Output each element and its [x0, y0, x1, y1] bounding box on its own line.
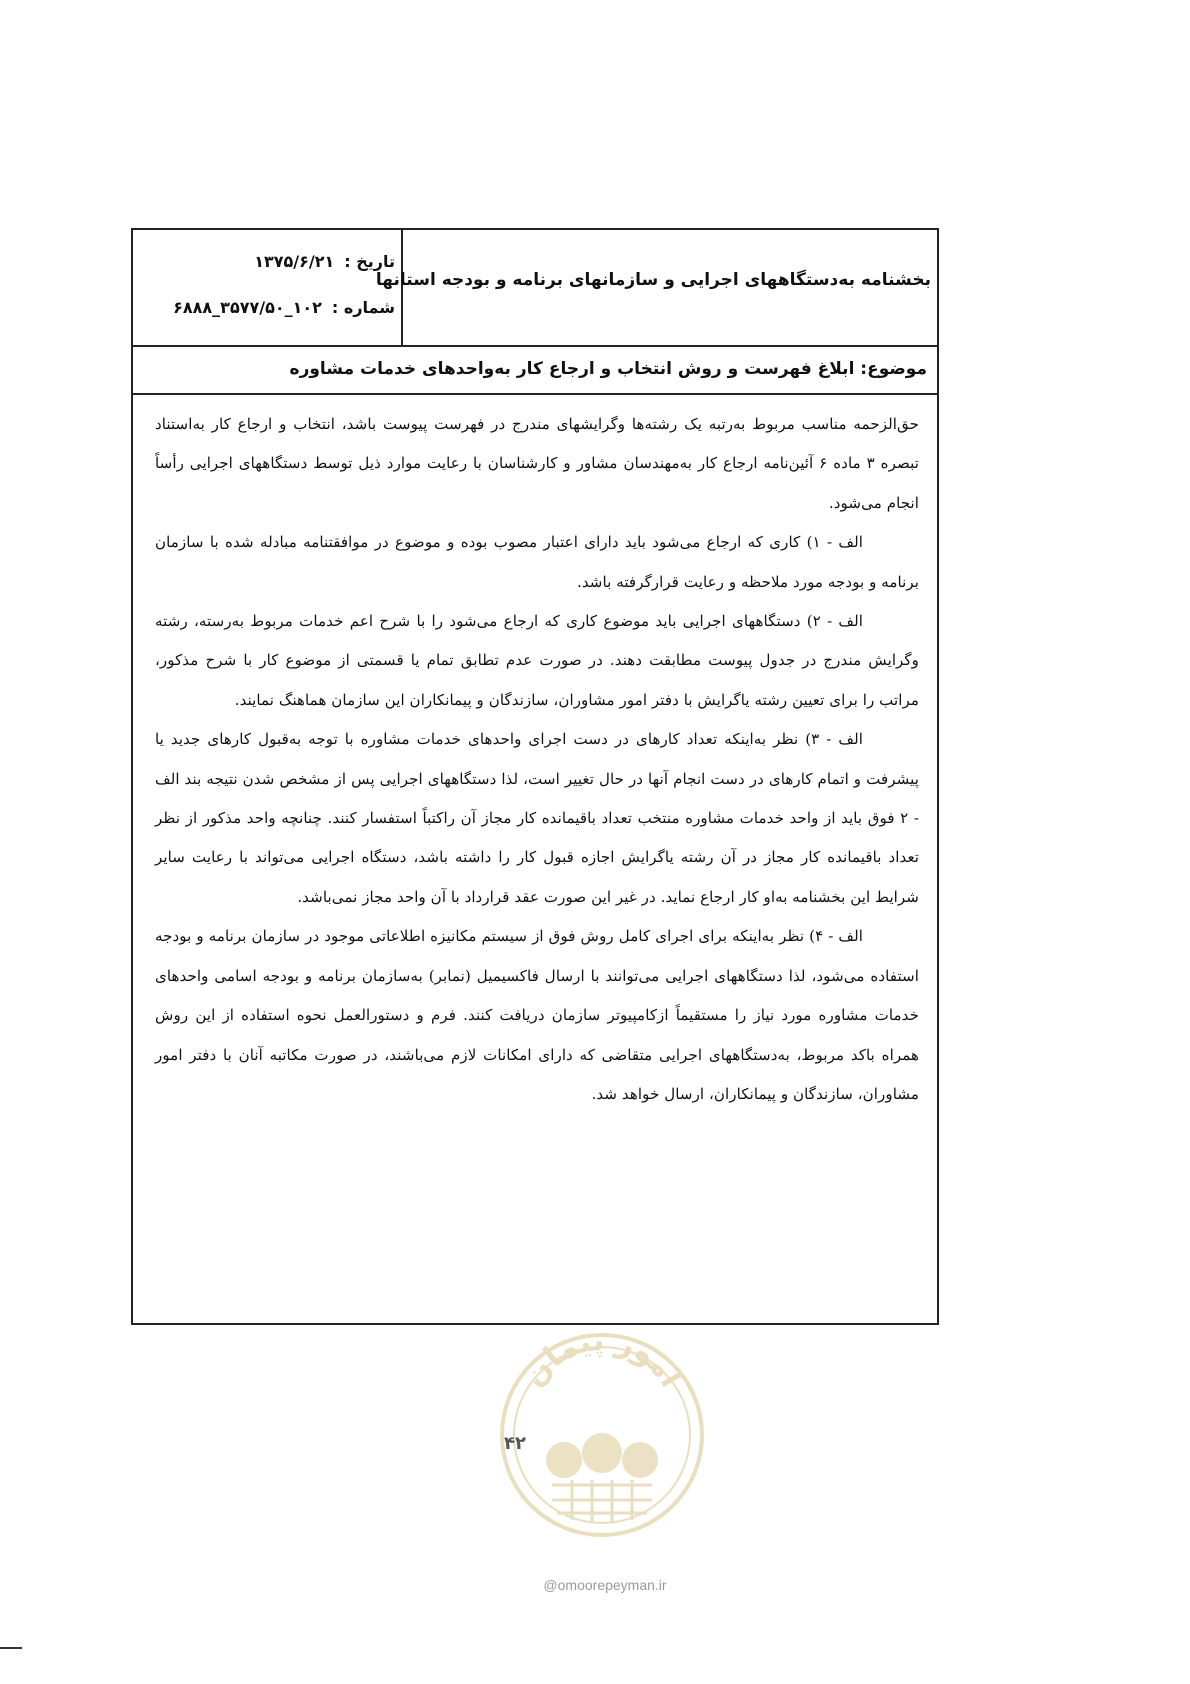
circular-body — [155, 405, 919, 1114]
stamp-gears-icon — [546, 1433, 658, 1478]
page-number: ۴۲ — [504, 1433, 526, 1454]
date-row — [137, 238, 395, 284]
date-number-block — [137, 238, 395, 330]
number-row — [137, 284, 395, 330]
clause-a2: الف - ۲) دستگاههای اجرایی باید موضوع کاری که ارجاع می‌شود را با شرح اعم خدمات مربوط به‌رسته، رشته وگرایش مندرج در جدول پیوست مطابقت دهند. در صورت عدم تطابق تمام یا قسمتی از موضوع کار با شرح مذکور، مراتب را برای تعیین رشته یاگرایش با دفتر امور مشاوران، سازندگان و پیمانکاران این سازمان هماهنگ نمایند. — [155, 612, 919, 709]
circular-frame — [131, 228, 939, 1325]
watermark-handle: @omoorepeyman.ir — [543, 1577, 667, 1593]
stamp-lettering: امور پیمان — [516, 1325, 689, 1394]
number-value: ۱۰۲_۳۵۷۷/۵۰_۶۸۸۸ — [173, 297, 322, 317]
clause-a4: الف - ۴) نظر به‌اینکه برای اجرای کامل روش فوق از سیستم مکانیزه اطلاعاتی موجود در سازمان برنامه و بودجه استفاده می‌شود، لذا دستگاههای اجرایی می‌توانند با ارسال فاکسیمیل (نمابر) به‌سازمان برنامه و بودجه اسامی واحدهای خدمات مشاوره مورد نیاز را مستقیماً ازکامپیوتر سازمان دریافت کنند. فرم و دستورالعمل نحوه استفاده از این روش همراه باکد مربوط، به‌دستگاههای اجرایی متقاضی که دارای امکانات لازم می‌باشند، در صورت مکاتبه آنان با دفتر امور مشاوران، سازندگان و پیمانکاران، ارسال خواهد شد. — [155, 927, 919, 1103]
clause-a3: الف - ۳) نظر به‌اینکه تعداد کارهای در دست اجرای واحدهای خدمات مشاوره با توجه به‌قبول کارهای جدید یا پیشرفت و اتمام کارهای در دست انجام آنها در حال تغییر است، لذا دستگاههای اجرایی پس از مشخص شدن نتیجه بند الف - ۲ فوق باید از واحد خدمات مشاوره منتخب تعداد باقیمانده کار مجاز آن راکتباً استفسار کنند. چنانچه واحد مذکور از نظر تعداد باقیمانده کار مجاز در آن رشته یاگرایش اجازه قبول کار را داشته باشد، دستگاه اجرایی می‌تواند با رعایت سایر شرایط این بخشنامه به‌او کار ارجاع نماید. در غیر این صورت عقد قرارداد با آن واحد مجاز نمی‌باشد. — [155, 730, 919, 906]
circular-title: بخشنامه به‌دستگاههای اجرایی و سازمانهای برنامه و بودجه استانها — [375, 270, 931, 290]
date-value: ۱۳۷۵/۶/۲۱ — [254, 251, 335, 271]
number-label: شماره : — [331, 297, 395, 317]
clause-a1: الف - ۱) کاری که ارجاع می‌شود باید دارای اعتبار مصوب بوده و موضوع در موافقتنامه مبادله شده با سازمان برنامه و بودجه مورد ملاحظه و رعایت قرارگرفته باشد. — [155, 533, 919, 591]
intro-paragraph: حق‌الزحمه مناسب مربوط به‌رتبه یک رشته‌ها وگرایشهای مندرج در فهرست پیوست باشد، انتخاب و ارجاع کار به‌استناد تبصره ۳ ماده ۶ آئین‌نامه ارجاع کار به‌مهندسان مشاور و کارشناسان با رعایت موارد ذیل توسط دستگاههای اجرایی رأساً انجام می‌شود. — [155, 415, 919, 512]
scan-edge-mark — [0, 1647, 22, 1649]
subject-line: موضوع: ابلاغ فهرست و روش انتخاب و ارجاع کار به‌واحدهای خدمات مشاوره — [133, 347, 937, 395]
header-row — [133, 230, 937, 347]
date-label: تاریخ : — [344, 251, 395, 271]
